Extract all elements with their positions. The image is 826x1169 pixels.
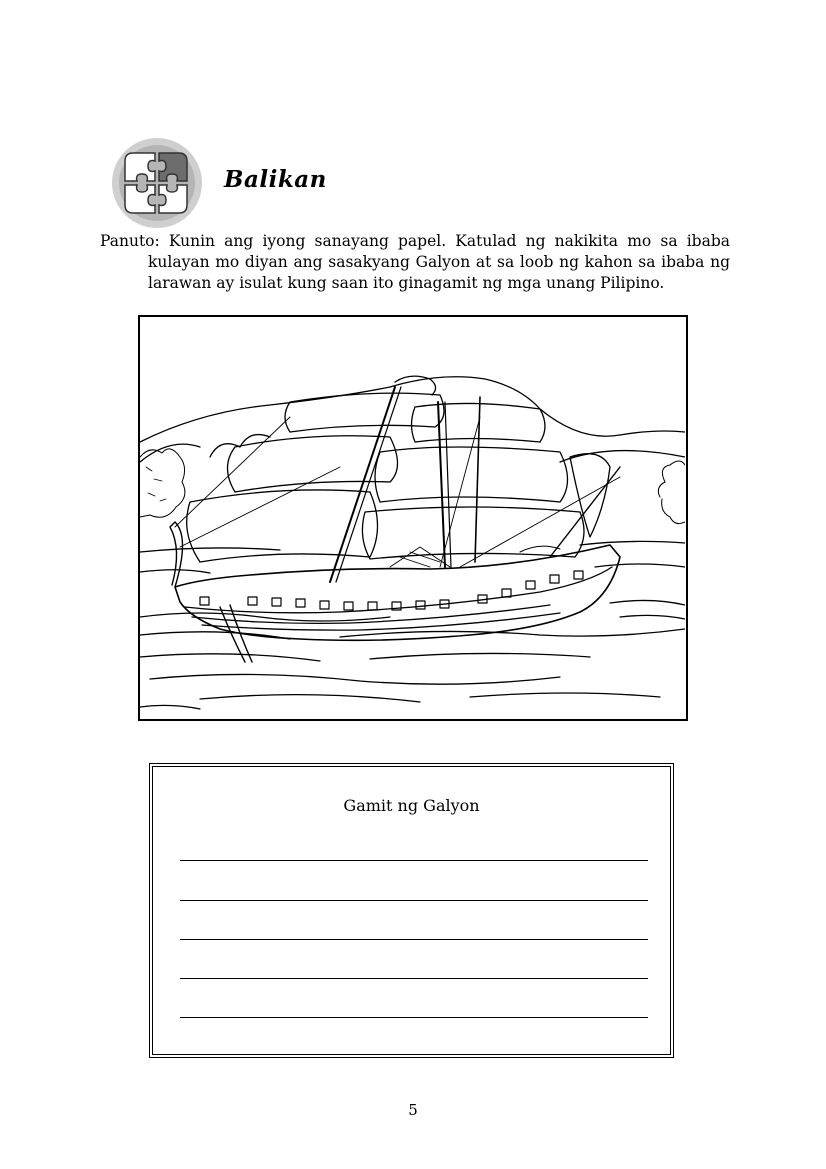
- answer-line-5[interactable]: [180, 1017, 648, 1018]
- answer-box-title: Gamit ng Galyon: [343, 796, 480, 815]
- puzzle-icon: [111, 137, 203, 229]
- answer-line-4[interactable]: [180, 978, 648, 979]
- page-number: 5: [408, 1101, 418, 1119]
- instructions-text: Panuto: Kunin ang iyong sanayang papel. Katulad ng nakikita mo sa ibaba kulayan mo diyan ang sasakyang Galyon at sa loob ng kahon sa ibaba ng larawan ay isulat kung saan ito ginagamit ng mga unang Pilipino.: [100, 232, 730, 292]
- section-title: Balikan: [224, 166, 327, 193]
- answer-line-2[interactable]: [180, 900, 648, 901]
- answer-line-3[interactable]: [180, 939, 648, 940]
- galleon-illustration: [138, 315, 688, 721]
- answer-line-1[interactable]: [180, 860, 648, 861]
- answer-box: [149, 763, 674, 1058]
- answer-box-inner: [152, 766, 671, 1055]
